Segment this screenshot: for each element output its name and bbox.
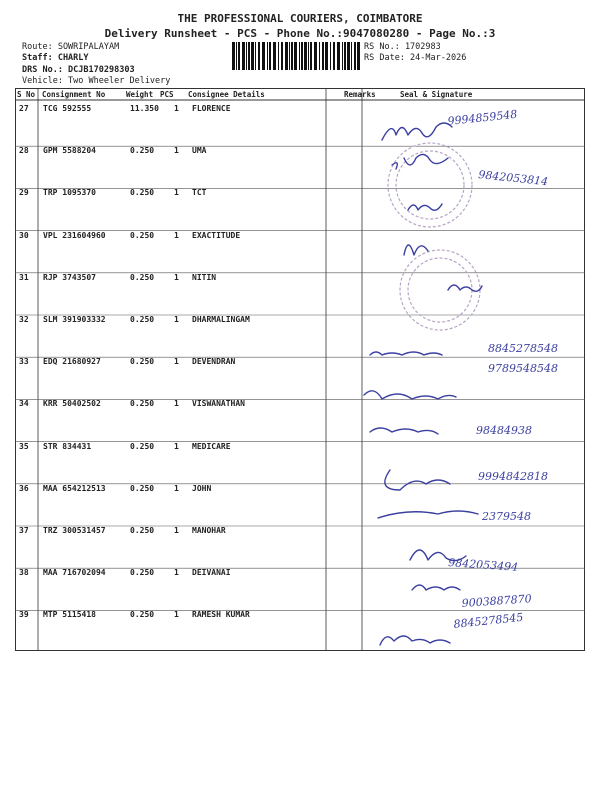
barcode-bar [248,42,250,70]
handwritten-phone-note: 9842053814 [477,168,549,189]
row-35-pcs: 1 [174,441,179,451]
barcode-bar [347,42,350,70]
row-28-pcs: 1 [174,146,179,156]
row-27-weight: 11.350 [130,104,159,113]
handwritten-phone-note: 9994842818 [478,470,548,483]
row-28-consignment: GPM 5588204 [43,146,96,156]
row-32-consignment: SLM 391903332 [43,315,106,324]
barcode-bar [308,42,309,70]
barcode-bar [294,42,297,70]
barcode-bar [267,42,268,70]
row-35-weight: 0.250 [130,441,155,451]
col-pcs-header: PCS [160,90,174,99]
barcode-bar [291,42,293,70]
row-37-pcs: 1 [174,526,179,535]
drs-number: DRS No.: DCJB170298303 [22,65,135,75]
row-35-consignee: MEDICARE [192,441,231,451]
barcode-bar [236,42,237,70]
runsheet-subtitle: Delivery Runsheet - PCS - Phone No.:9047080280 - Page No.:3 [104,27,496,40]
row-37-consignment: TRZ 300531457 [43,526,106,535]
row-33-pcs: 1 [174,357,179,367]
row-33-sno: 33 [19,357,29,367]
row-39-pcs: 1 [174,610,179,620]
row-32-pcs: 1 [174,315,179,324]
row-27-consignee: FLORENCE [192,104,231,113]
row-32-consignee: DHARMALINGAM [192,315,250,324]
row-33-consignee: DEVENDRAN [192,357,236,367]
barcode-bar [310,42,312,70]
row-35-consignment: STR 834431 [43,441,92,451]
barcode-bar [333,42,335,70]
vehicle-label: Vehicle: Two Wheeler Delivery [22,76,171,86]
barcode-bar [319,42,320,70]
row-35-sno: 35 [19,441,29,451]
barcode-bar [258,42,260,70]
barcode-bar [325,42,328,70]
barcode-bar [322,42,324,70]
col-weight-header: Weight [126,90,154,99]
handwritten-phone-note: 98484938 [476,424,532,437]
row-39-consignment: MTP 5115418 [43,610,96,620]
row-34-weight: 0.250 [130,399,155,409]
barcode-bar [238,42,240,70]
barcode-bar [314,42,317,70]
barcode-image [232,42,360,70]
handwritten-phone-note: 9789548548 [488,362,558,375]
col-seal-header: Seal & Signature [400,90,473,99]
barcode-bar [351,42,352,70]
row-34-consignment: KRR 50402502 [43,399,101,409]
barcode-bar [255,42,256,70]
col-consignee-header: Consignee Details [188,90,265,99]
row-29-sno: 29 [19,188,29,198]
row-34-consignee: VISWANATHAN [192,399,245,409]
barcode-bar [299,42,300,70]
row-30-pcs: 1 [174,230,179,240]
col-consignment-header: Consignment No [42,90,106,99]
col-sno-header: S No [17,90,36,99]
barcode-bar [285,42,288,70]
row-36-sno: 36 [19,483,29,493]
barcode-bar [330,42,331,70]
row-28-weight: 0.250 [130,146,155,156]
handwritten-phone-note: 8845278548 [488,342,558,355]
row-28-consignee: UMA [192,146,207,156]
row-31-pcs: 1 [174,272,179,282]
barcode-bar [357,42,360,70]
row-30-sno: 30 [19,230,29,240]
row-29-weight: 0.250 [130,188,155,198]
row-37-weight: 0.250 [130,526,155,535]
row-32-sno: 32 [19,315,29,324]
col-remarks-header: Remarks [344,90,376,99]
row-30-consignment: VPL 231604960 [43,230,106,240]
company-title: THE PROFESSIONAL COURIERS, COIMBATORE [177,12,423,25]
barcode-bar [289,42,290,70]
barcode-bar [262,42,265,70]
row-31-sno: 31 [19,272,29,282]
barcode-bar [246,42,247,70]
handwritten-phone-note: 9003887870 [461,592,533,610]
rs-number: RS No.: 1702983 [364,42,441,52]
route-label: Route: SOWRIPALAYAM [22,42,120,52]
barcode-bar [354,42,356,70]
row-37-sno: 37 [19,526,29,535]
row-38-pcs: 1 [174,568,179,578]
row-34-sno: 34 [19,399,29,409]
barcode-bar [301,42,303,70]
row-27-sno: 27 [19,104,29,113]
row-31-consignee: NITIN [192,272,217,282]
row-36-consignee: JOHN [192,483,212,493]
row-38-consignment: MAA 716702094 [43,568,106,578]
barcode-bar [304,42,307,70]
staff-label: Staff: CHARLY [22,53,89,63]
row-29-consignment: TRP 1095370 [43,188,96,198]
row-29-consignee: TCT [192,188,207,198]
barcode-bar [337,42,340,70]
handwritten-phone-note: 9994859548 [446,107,518,128]
row-38-sno: 38 [19,568,29,578]
row-39-sno: 39 [19,610,29,620]
row-38-consignee: DEIVANAI [192,568,231,578]
row-31-consignment: RJP 3743507 [43,272,96,282]
handwritten-phone-note: 8845278545 [452,610,524,631]
row-31-weight: 0.250 [130,272,155,282]
row-34-pcs: 1 [174,399,179,409]
barcode-bar [344,42,346,70]
row-27-pcs: 1 [174,104,179,113]
runsheet-grid [15,88,585,651]
row-28-sno: 28 [19,146,29,156]
row-37-consignee: MANOHAR [192,526,226,535]
row-30-consignee: EXACTITUDE [192,230,241,240]
rs-date: RS Date: 24-Mar-2026 [364,53,467,63]
row-36-weight: 0.250 [130,483,155,493]
barcode-bar [342,42,343,70]
row-33-consignment: EDQ 21680927 [43,357,101,367]
barcode-bar [278,42,279,70]
barcode-bar [242,42,245,70]
barcode-bar [273,42,276,70]
row-36-consignment: MAA 654212513 [43,483,106,493]
handwritten-phone-note: 2379548 [482,510,531,523]
row-27-consignment: TCG 592555 [43,104,92,113]
barcode-bar [269,42,271,70]
barcode-bar [251,42,254,70]
barcode-bar [232,42,235,70]
row-39-consignee: RAMESH KUMAR [192,610,250,620]
barcode-bar [281,42,283,70]
row-30-weight: 0.250 [130,230,155,240]
row-39-weight: 0.250 [130,610,155,620]
row-32-weight: 0.250 [130,315,155,324]
row-38-weight: 0.250 [130,568,155,578]
handwritten-phone-note: 9842053494 [447,556,519,574]
row-36-pcs: 1 [174,483,179,493]
row-33-weight: 0.250 [130,357,155,367]
row-29-pcs: 1 [174,188,179,198]
